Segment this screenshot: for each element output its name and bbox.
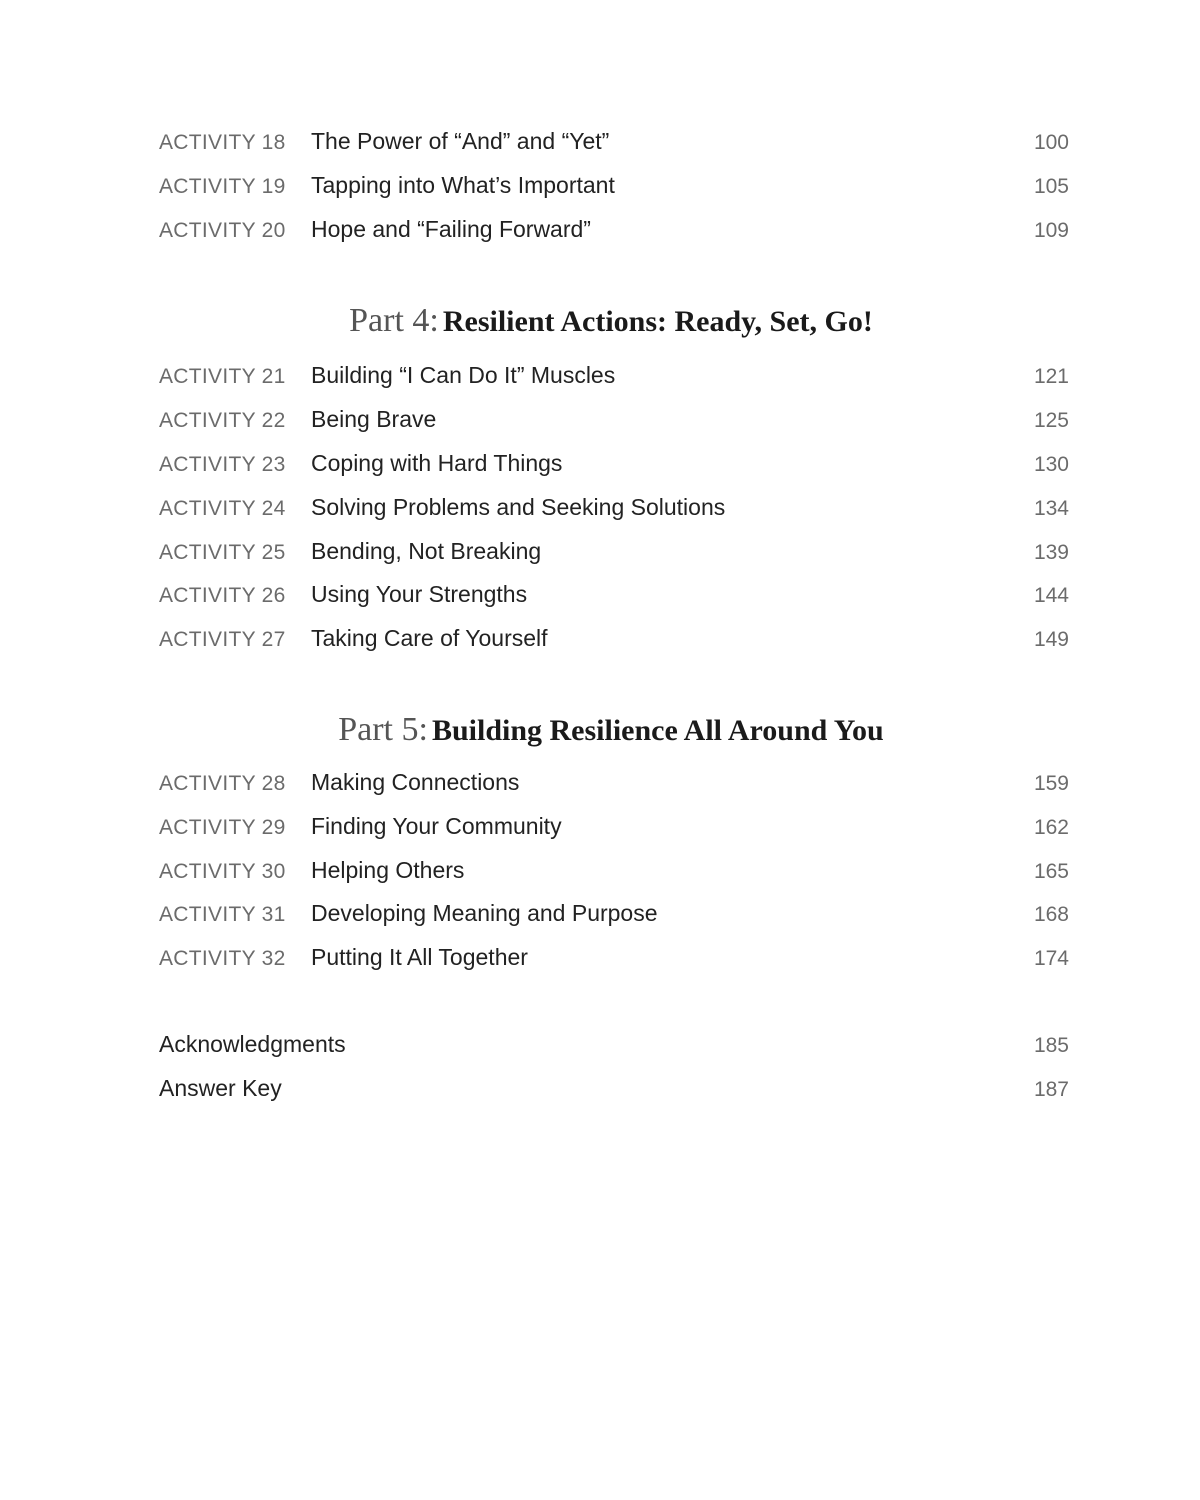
toc-entry[interactable] [159, 354, 1069, 398]
page-number: 125 [1033, 409, 1069, 433]
toc-entry-answer-key[interactable] [159, 1067, 1069, 1111]
activity-title: Putting It All Together [311, 944, 528, 971]
toc-entry[interactable] [159, 120, 1069, 164]
toc-entry[interactable] [159, 761, 1069, 805]
page-number: 139 [1033, 540, 1069, 564]
activity-title: Helping Others [311, 856, 465, 883]
toc-entry[interactable] [159, 617, 1069, 661]
activity-title: Building “I Can Do It” Muscles [311, 362, 616, 389]
toc-entry[interactable] [159, 486, 1069, 530]
toc-entry[interactable] [159, 530, 1069, 574]
page-number: 165 [1033, 859, 1069, 883]
activity-title: Being Brave [311, 406, 437, 433]
page-number: 174 [1033, 947, 1069, 971]
activity-number: ACTIVITY 18 [159, 131, 286, 154]
activity-number: ACTIVITY 27 [159, 628, 286, 652]
page-number: 109 [1033, 218, 1069, 242]
page-number: 149 [1033, 628, 1069, 652]
activity-number: ACTIVITY 28 [159, 771, 286, 795]
toc-entry[interactable] [159, 805, 1069, 849]
activity-number: ACTIVITY 19 [159, 174, 286, 198]
part4-activities [159, 354, 1069, 661]
page-number: 185 [1033, 1033, 1069, 1057]
page-number: 121 [1033, 365, 1069, 389]
activity-title: Tapping into What’s Important [311, 171, 615, 198]
page-number: 105 [1033, 174, 1069, 198]
activity-title: Taking Care of Yourself [311, 625, 548, 652]
activity-number: ACTIVITY 31 [159, 903, 286, 927]
part4-heading [153, 288, 1069, 354]
part-label: Part 5: [338, 710, 428, 748]
activity-number: ACTIVITY 24 [159, 496, 286, 520]
toc-entry-acknowledgments[interactable] [159, 1023, 1069, 1067]
activity-title: Using Your Strengths [311, 581, 528, 608]
page-number: 168 [1033, 903, 1069, 927]
part-title: Building Resilience All Around You [431, 713, 884, 747]
activity-number: ACTIVITY 32 [159, 947, 286, 971]
activity-number: ACTIVITY 22 [159, 409, 286, 433]
activity-title: The Power of “And” and “Yet” [311, 128, 610, 154]
page-number: 100 [1033, 131, 1069, 154]
part3-activities [159, 120, 1069, 251]
activity-title: Developing Meaning and Purpose [311, 900, 658, 927]
part5-activities [159, 761, 1069, 980]
activity-number: ACTIVITY 30 [159, 859, 286, 883]
activity-title: Making Connections [311, 768, 520, 795]
entry-title: Acknowledgments [159, 1030, 346, 1057]
activity-title: Bending, Not Breaking [311, 537, 542, 564]
activity-number: ACTIVITY 23 [159, 452, 286, 476]
activity-title: Finding Your Community [311, 812, 562, 839]
entry-title: Answer Key [159, 1074, 282, 1101]
activity-number: ACTIVITY 29 [159, 815, 286, 839]
part-title: Resilient Actions: Ready, Set, Go! [442, 305, 873, 339]
activity-title: Coping with Hard Things [311, 449, 563, 476]
page-number: 187 [1033, 1077, 1069, 1101]
toc-entry[interactable] [159, 936, 1069, 980]
activity-title: Solving Problems and Seeking Solutions [311, 493, 726, 520]
page-number: 134 [1033, 496, 1069, 520]
toc-entry[interactable] [159, 573, 1069, 617]
part5-heading [153, 699, 1069, 761]
activity-number: ACTIVITY 20 [159, 218, 286, 242]
page-number: 144 [1033, 584, 1069, 608]
toc-entry[interactable] [159, 849, 1069, 893]
page-number: 162 [1033, 815, 1069, 839]
back-matter [159, 1023, 1069, 1111]
toc-entry[interactable] [159, 442, 1069, 486]
toc-entry[interactable] [159, 164, 1069, 208]
toc-entry[interactable] [159, 398, 1069, 442]
page-number: 159 [1033, 771, 1069, 795]
activity-number: ACTIVITY 26 [159, 584, 286, 608]
activity-number: ACTIVITY 25 [159, 540, 286, 564]
part-label: Part 4: [349, 302, 439, 340]
table-of-contents [159, 120, 1069, 1111]
activity-title: Hope and “Failing Forward” [311, 215, 591, 242]
toc-entry[interactable] [159, 208, 1069, 252]
page-number: 130 [1033, 452, 1069, 476]
activity-number: ACTIVITY 21 [159, 365, 286, 389]
toc-entry[interactable] [159, 892, 1069, 936]
